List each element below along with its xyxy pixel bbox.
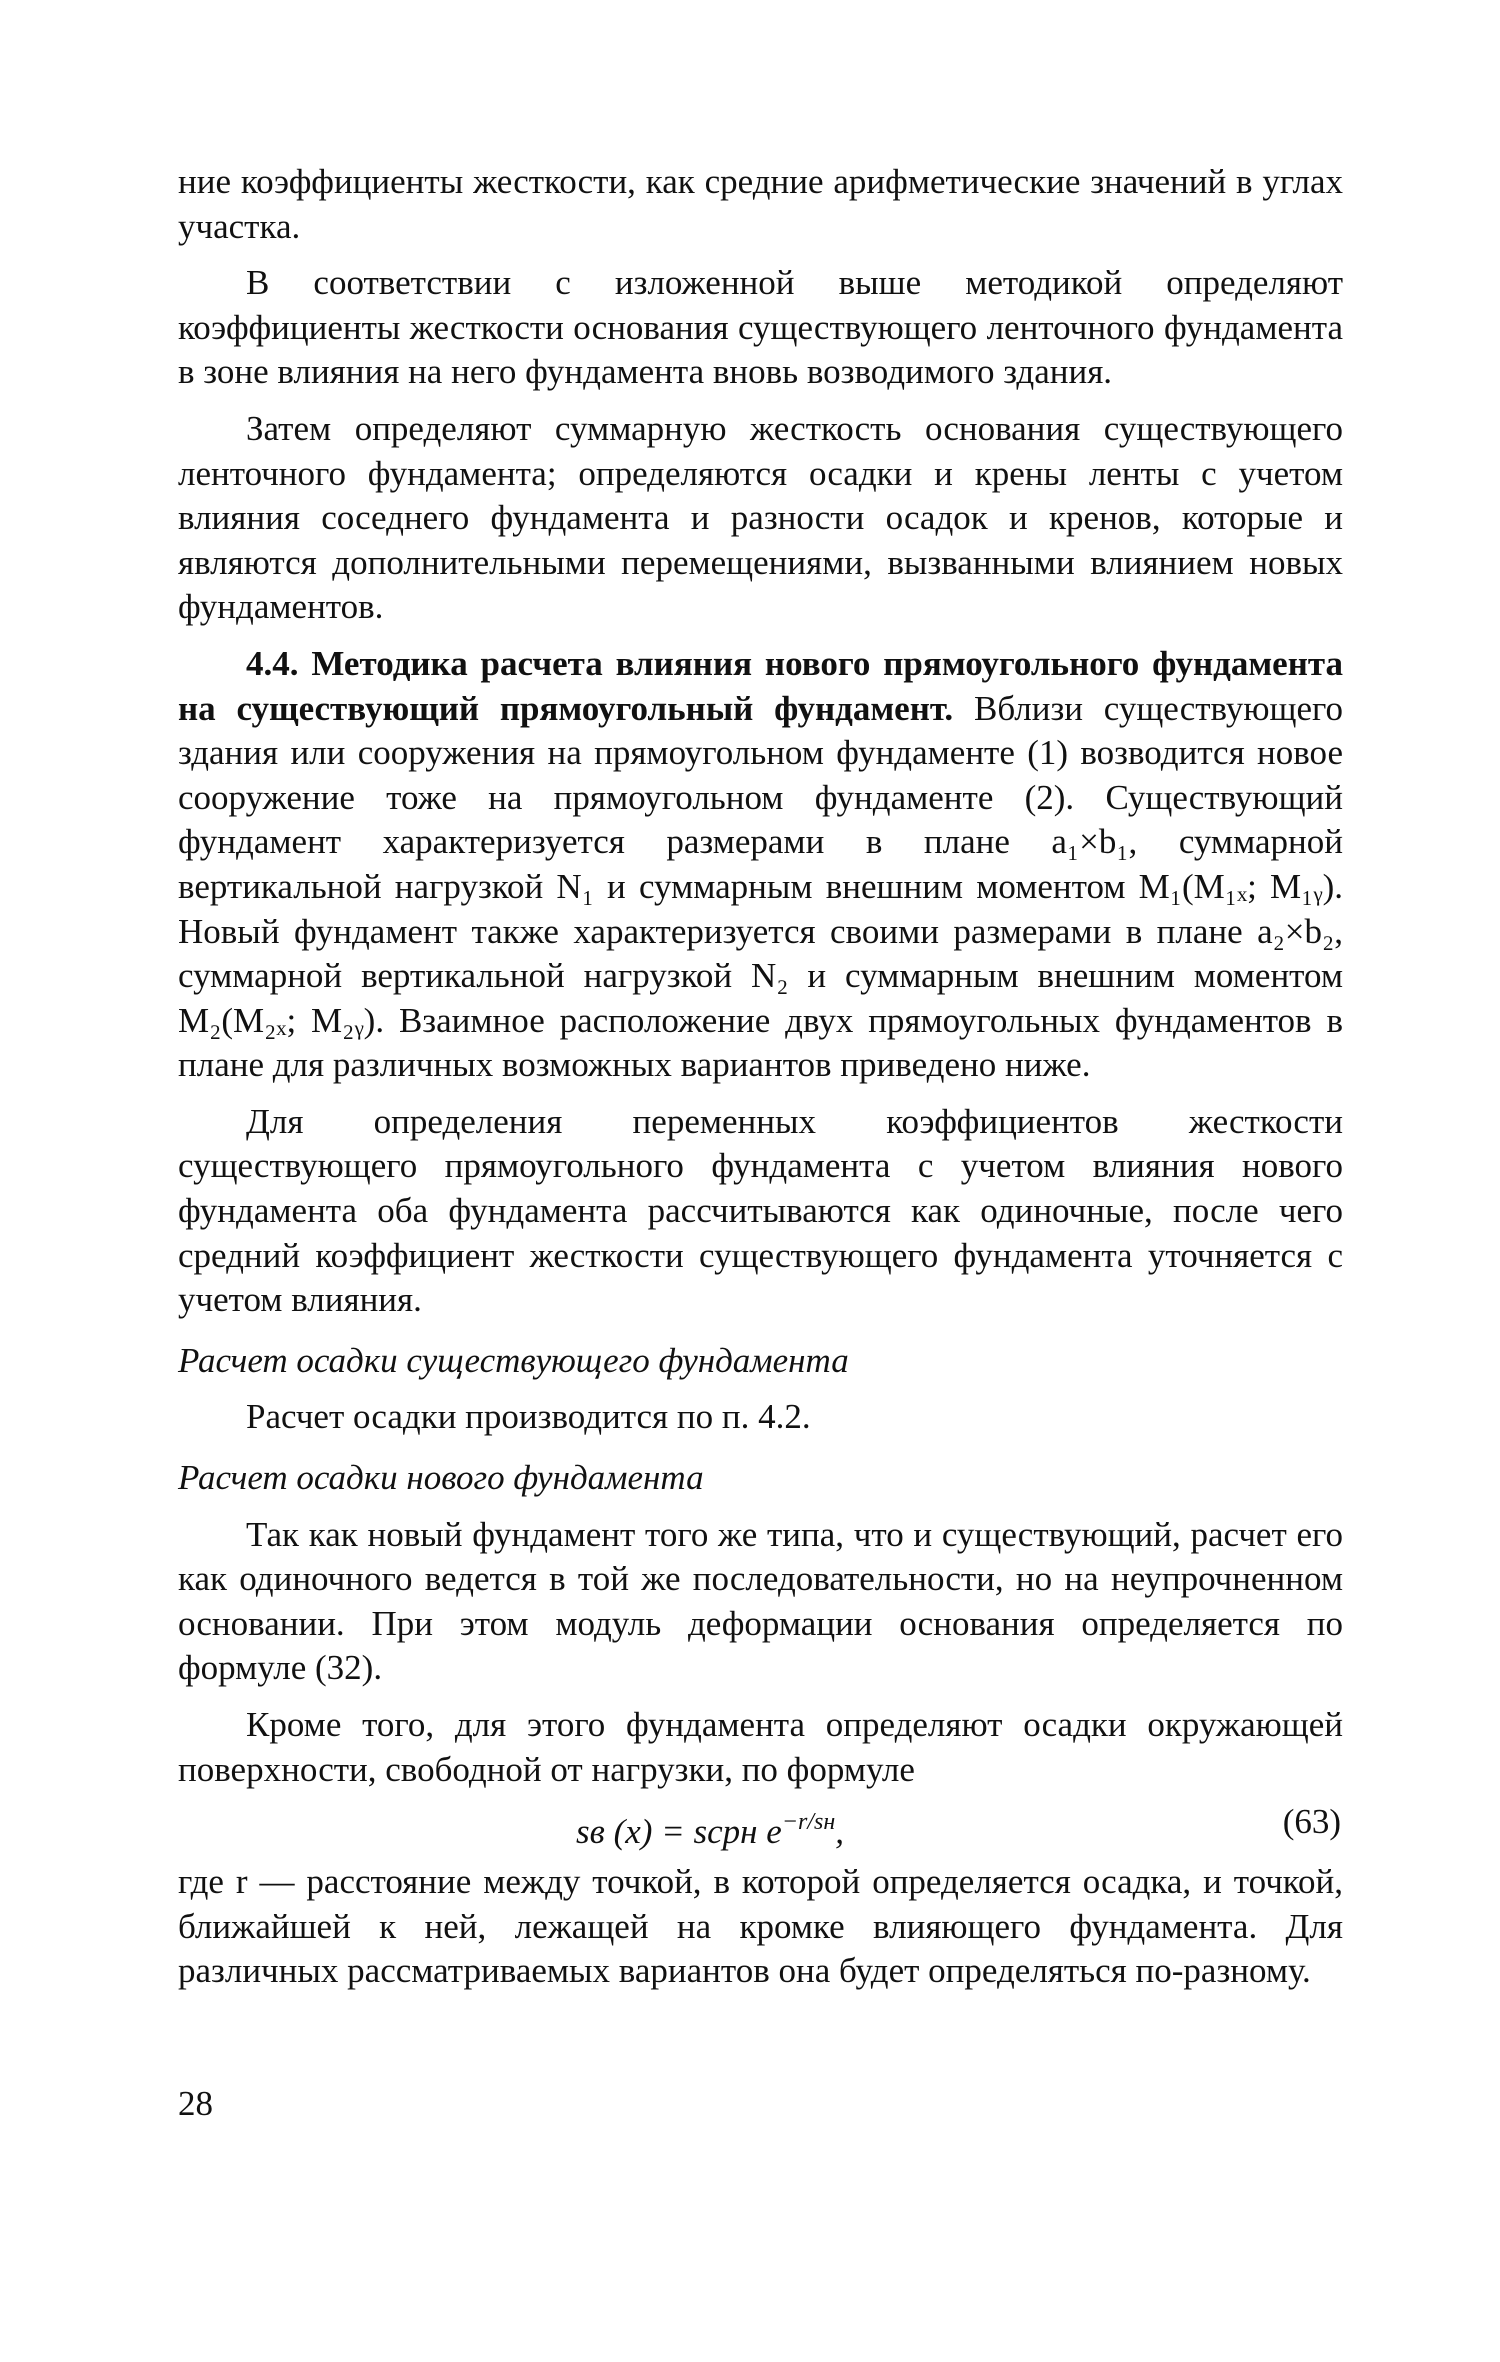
- page-number: 28: [178, 2084, 213, 2123]
- paragraph-8: Кроме того, для этого фундамента определяют осадки окружающей поверхности, свободной от нагрузки, по формуле: [178, 1705, 1343, 1789]
- paragraph-9: где r — расстояние между точкой, в которой определяется осадка, и точкой, ближайшей к ней, лежащей на кромке влияющего фундамента. Для различных рассматриваемых вариантов она будет определяться по-разному.: [178, 1862, 1343, 1991]
- heading-new-settlement: Расчет осадки нового фундамента: [178, 1458, 704, 1498]
- section-4-4-body: Вблизи существующего здания или сооружения на прямоугольном фундаменте (1) возводится новое сооружение тоже на прямоугольном фундаменте (2). Существующий фундамент характеризуется размерами в плане a₁×b₁, суммарной вертикальной нагрузкой N₁ и суммарным внешним моментом M₁(M₁ₓ; M₁ᵧ). Новый фундамент также характеризуется своими размерами в плане a₂×b₂, суммарной вертикальной нагрузкой N₂ и суммарным внешним моментом M₂(M₂ₓ; M₂ᵧ). Взаимное расположение двух прямоугольных фундаментов в плане для различных возможных вариантов приведено ниже.: [178, 688, 1343, 1085]
- paragraph-7: Так как новый фундамент того же типа, что и существующий, расчет его как одиночного ведется в той же последовательности, но на неупрочненном основании. При этом модуль деформации основания определяется по формуле (32).: [178, 1514, 1343, 1688]
- paragraph-1: ние коэффициенты жесткости, как средние арифметические значений в углах участка.: [178, 162, 1343, 246]
- formula-lhs: sв (x) = sсрн e: [576, 1812, 782, 1852]
- paragraph-2: В соответствии с изложенной выше методикой определяют коэффициенты жесткости основания существующего ленточного фундамента в зоне влияния на него фундамента вновь возводимого здания.: [178, 263, 1343, 392]
- paragraph-5: Для определения переменных коэффициентов жесткости существующего прямоугольного фундамента с учетом влияния нового фундамента оба фундамента рассчитываются как одиночные, после чего средний коэффициент жесткости существующего фундамента уточняется с учетом влияния.: [178, 1101, 1343, 1320]
- heading-existing-settlement: Расчет осадки существующего фундамента: [178, 1340, 849, 1380]
- formula-expression: [576, 1800, 844, 1855]
- equation-number: (63): [1282, 1802, 1341, 1842]
- formula-exponent: −r/sн: [781, 1809, 836, 1836]
- page-body: [178, 160, 1343, 1994]
- paragraph-3: Затем определяют суммарную жесткость основания существующего ленточного фундамента; определяются осадки и крены ленты с учетом влияния соседнего фундамента и разности осадок и кренов, которые и являются дополнительными перемещениями, вызванными влиянием новых фундаментов.: [178, 408, 1343, 627]
- section-4-4-heading: 4.4. Методика расчета влияния нового прямоугольного фундамента на существующий прямоугольный фундамент.: [178, 643, 1343, 728]
- formula-63: [178, 1800, 1343, 1850]
- section-4-4-paragraph: [178, 642, 1343, 1088]
- paragraph-6: Расчет осадки производится по п. 4.2.: [246, 1397, 811, 1437]
- formula-tail: ,: [835, 1812, 845, 1852]
